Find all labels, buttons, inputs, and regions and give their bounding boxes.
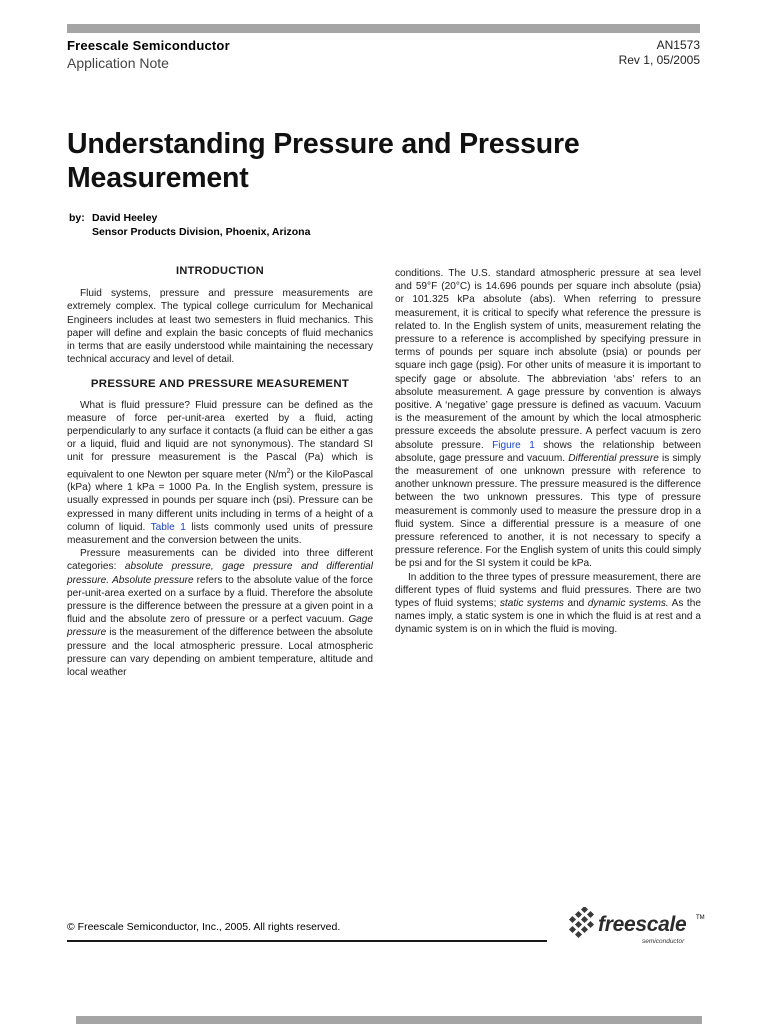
section-heading: PRESSURE AND PRESSURE MEASUREMENT — [90, 378, 350, 391]
logo-wordmark: freescale — [598, 913, 687, 936]
right-column — [395, 267, 701, 637]
footer-divider — [67, 940, 547, 942]
figure-1-link[interactable]: Figure 1 — [492, 439, 535, 451]
document-type: Application Note — [67, 55, 169, 71]
text-run: Pressure measurements can be divided into three different categories: — [67, 548, 373, 573]
italic-run: Gage pressure — [67, 614, 374, 639]
author-name: David Heeley — [92, 212, 158, 224]
table-1-link[interactable]: Table 1 — [150, 521, 186, 533]
freescale-logo — [568, 905, 708, 949]
byline — [69, 211, 310, 239]
document-id — [619, 38, 700, 68]
header-bar — [67, 24, 700, 33]
text-run: In addition to the three types of pressure measurement, there are different types of fluid systems and fluid pressures. There are two types of fluid systems; — [395, 571, 701, 610]
text-run: conditions. The U.S. standard atmospheric pressure at sea level and 59°F (20°C) is 14.696 pounds per square inch absolute (psia) or 101.325 kPa absolute (abs). When referring to pressure measurement, it is critical to specify what reference the pressure is related to. In the English system of units, measurement relating the pressure to a reference is accomplished by specifying pressure in terms of pounds per square inch absolute (psia) or pounds per square inch gage (psig). For other units of measure it is important to specify gage or absolute. The abbreviation ‘abs’ refers to an absolute measurement. A gage pressure by convention is always positive. A ‘negative’ gage pressure is defined as vacuum. Vacuum is the measurement of the amount by which the local atmospheric pressure exceeds the absolute pressure. A perfect vacuum is zero absolute pressure. — [395, 268, 701, 451]
author-division: Sensor Products Division, Phoenix, Arizona — [92, 226, 311, 238]
company-name: Freescale Semiconductor — [67, 38, 230, 53]
logo-subtitle: semiconductor — [642, 938, 685, 945]
text-run: As the names imply, a static system is one in which the fluid is at rest and a dynamic system is on in which the fluid is moving. — [395, 598, 701, 636]
document-revision: Rev 1, 05/2005 — [618, 53, 700, 67]
fluid-systems-paragraph — [395, 571, 701, 637]
intro-paragraph: Fluid systems, pressure and pressure measurements are extremely complex. The typical college curriculum for Mechanical Engineers includes at least two semesters in fluid mechanics. This paper will define and explain the basic concepts of fluid mechanics in terms that are easily understood while maintaining the necessary technical accuracy and level of detail. — [67, 288, 373, 366]
italic-run: Absolute pressure — [112, 574, 194, 586]
logo-trademark: TM — [696, 915, 705, 921]
page-title: Understanding Pressure and Pressure Measurement — [67, 128, 580, 194]
text-run: refers to the absolute value of the force per-unit-area exerted on a surface by a fluid. Therefore the absolute pressure is the difference between the pressure at a given point in a fluid and the absolute zero of pressure or a perfect vacuum. — [67, 574, 373, 626]
italic-run: static systems — [499, 598, 564, 610]
text-run: lists commonly used units of pressure measurement and the conversion between the units. — [67, 521, 373, 547]
text-run: What is fluid pressure? Fluid pressure can be defined as the measure of force per-unit-area exerted by a fluid, acting perpendicularly to any surface it contacts (a fluid can be either a gas or a liquid, fluid and liquid are not synonymous). The standard SI unit for pressure measurement is the Pascal (Pa) which is equivalent to one Newton per square meter (N/m — [67, 399, 373, 480]
text-run: ) or the KiloPascal (kPa) where 1 kPa = 1000 Pa. In the English system, pressure is usually expressed in pounds per square inch (psi). Pressure can be expressed in many different units including in terms of a height of a column of liquid. — [67, 469, 373, 533]
text-run: and — [567, 598, 585, 610]
continued-paragraph — [395, 267, 701, 571]
superscript: 2 — [286, 467, 291, 475]
italic-run: dynamic systems. — [587, 598, 669, 610]
left-column — [67, 265, 373, 679]
pressure-paragraph-1 — [67, 399, 373, 548]
pressure-paragraph-2 — [67, 547, 373, 679]
footer-bar — [76, 1016, 702, 1024]
copyright-notice: © Freescale Semiconductor, Inc., 2005. All rights reserved. — [67, 921, 341, 933]
italic-run: absolute pressure, gage pressure and differential pressure. — [67, 561, 373, 586]
italic-run: Differential pressure — [568, 452, 659, 464]
by-label: by: — [69, 212, 85, 224]
text-run: shows the relationship between absolute, gage pressure and vacuum. — [395, 439, 702, 464]
text-run: is the measurement of the difference between the absolute pressure and the local atmospheric pressure. Local atmospheric pressure can vary depending on ambient temperature, altitude and local weather — [67, 627, 374, 679]
intro-heading: INTRODUCTION — [176, 265, 264, 277]
logo-mark-icon — [568, 907, 600, 943]
text-run: is simply the measurement of one unknown pressure with reference to another unknown pressure. The pressure measured is the difference between the two unknown pressures. This type of pressure measurement is commonly used to measure the pressure drop in a fluid system. Since a differential pressure is a measure of one pressure referenced to another, it is not necessary to specify a pressure reference. For the English system of units this could simply be psi and for the SI system it could be kPa. — [395, 452, 701, 570]
document-number: AN1573 — [656, 38, 700, 52]
